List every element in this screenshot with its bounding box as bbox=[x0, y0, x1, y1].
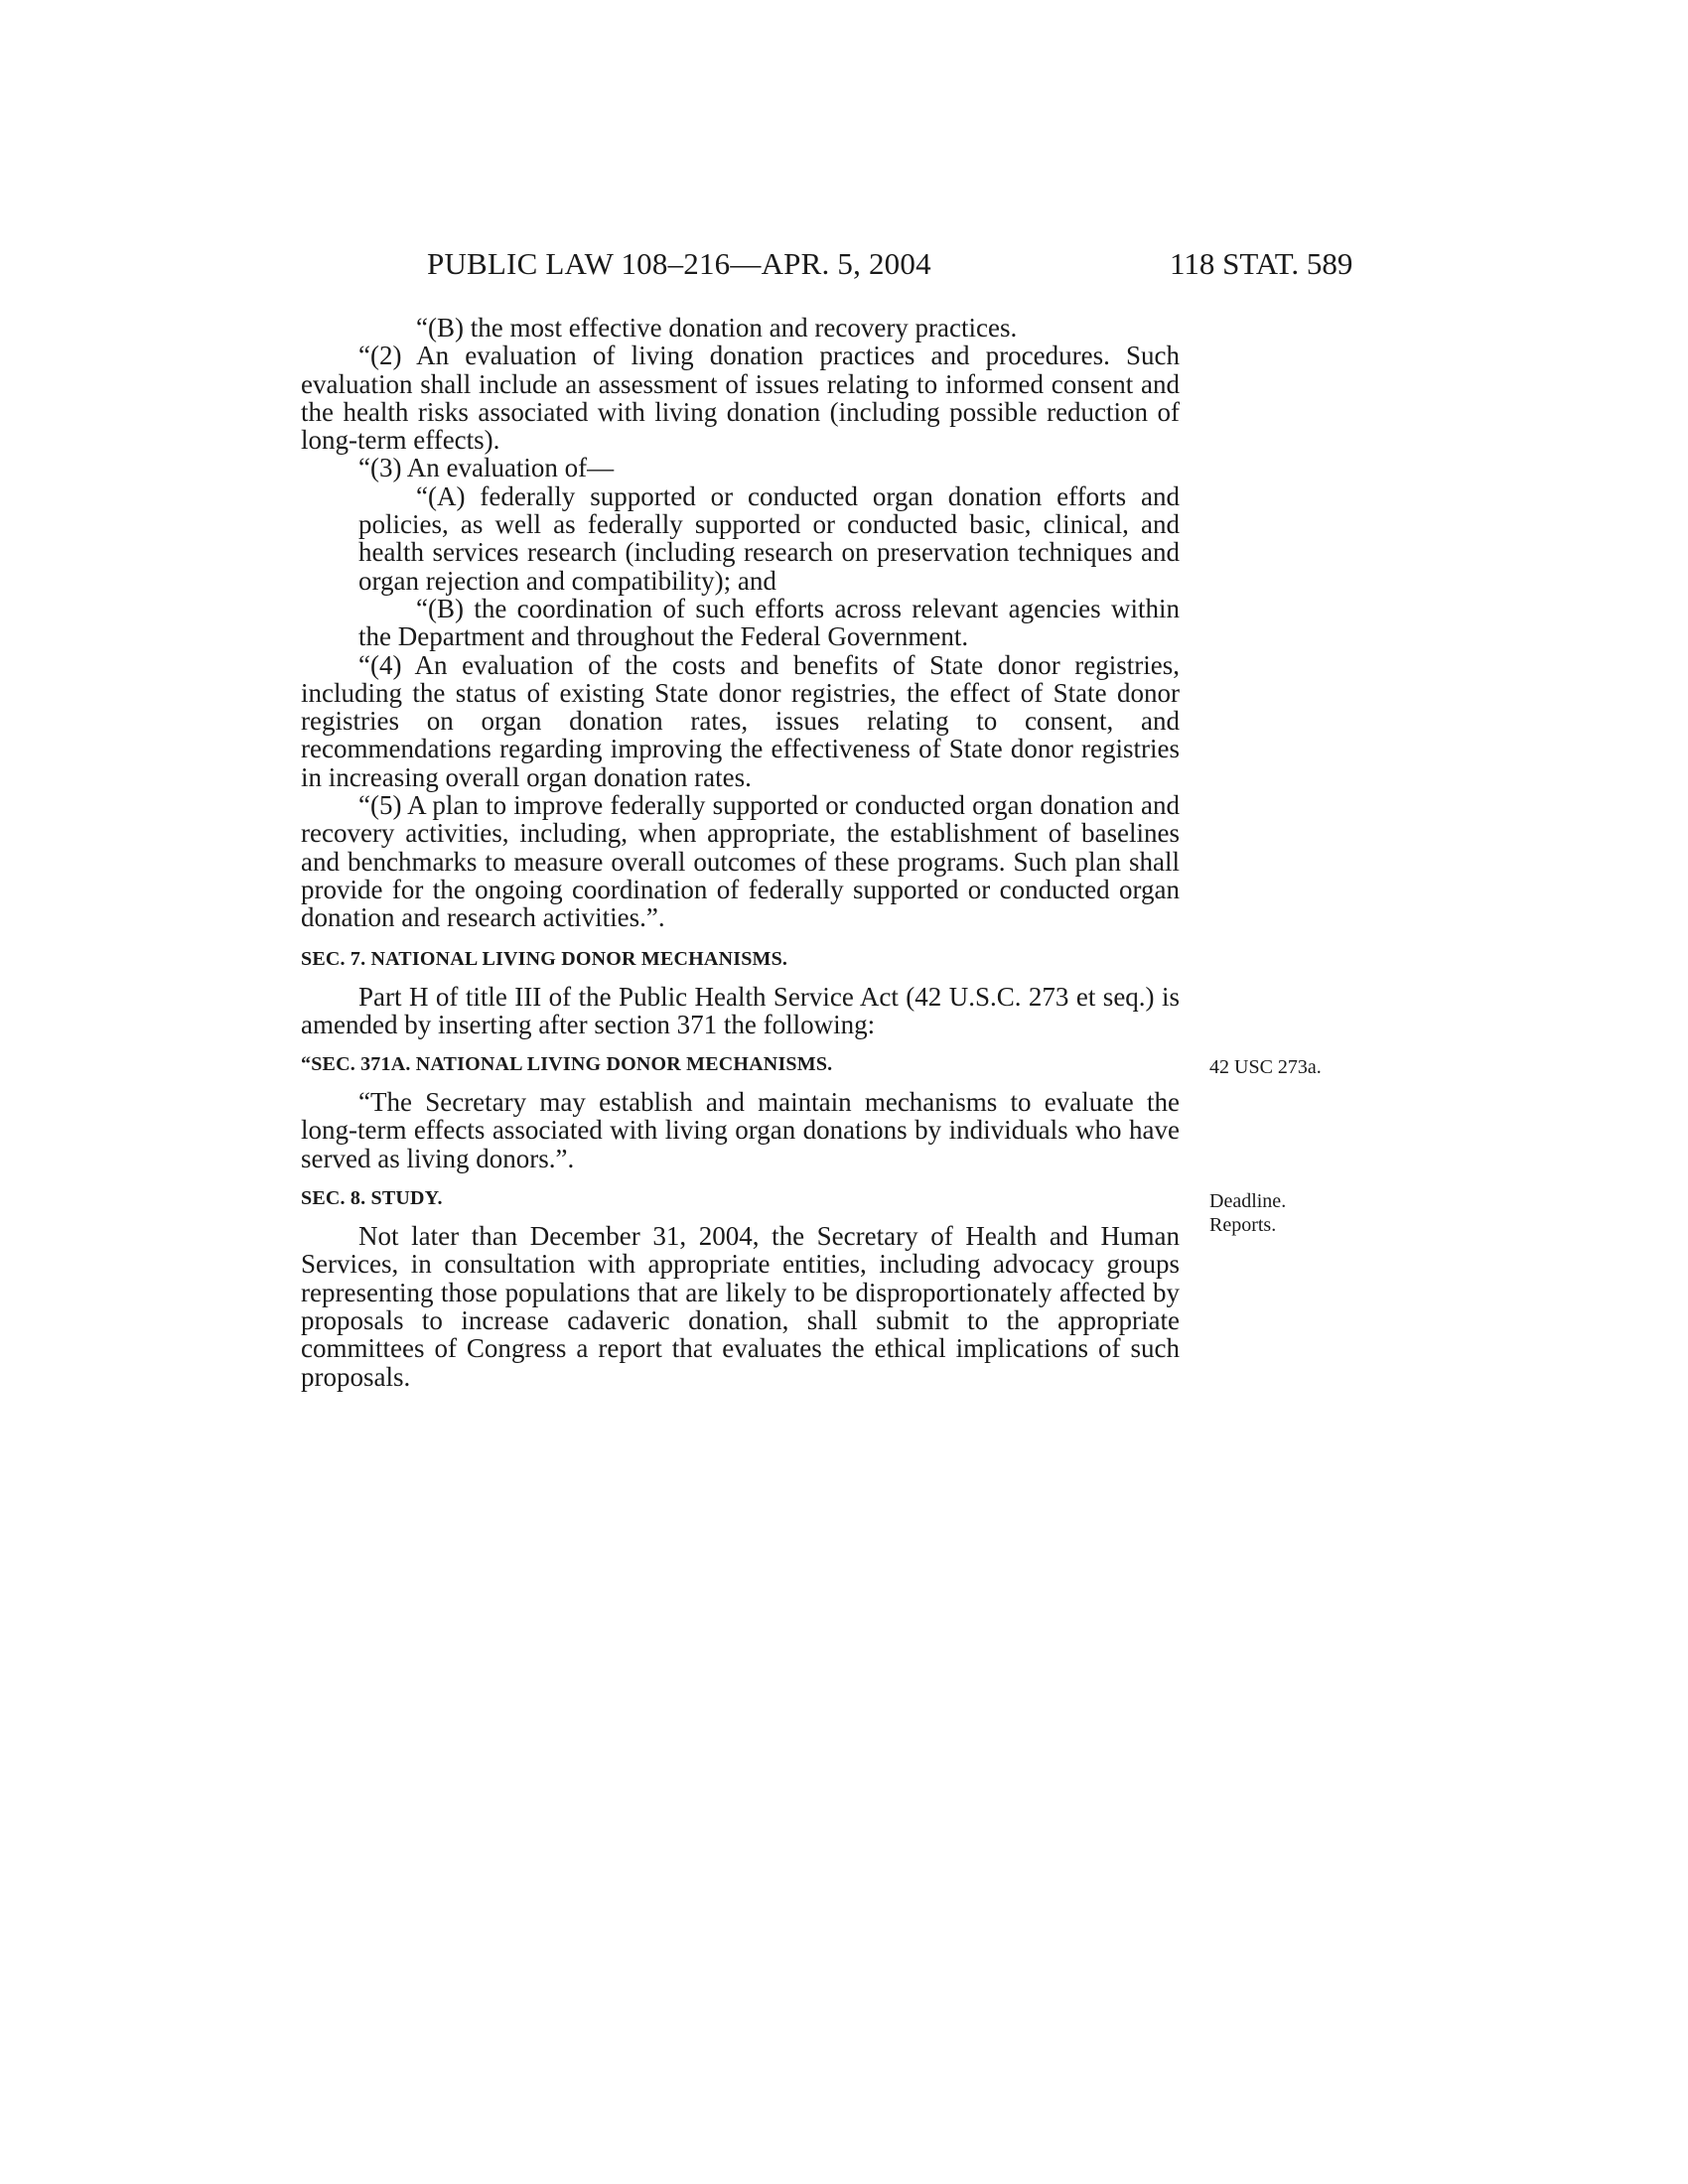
subparagraph-3b: “(B) the coordination of such efforts across relevant agencies within the Department and throughout the Federal Government. bbox=[358, 593, 1180, 652]
sec7-heading: SEC. 7. NATIONAL LIVING DONOR MECHANISMS. bbox=[301, 947, 788, 970]
paragraph-3: “(3) An evaluation of— bbox=[358, 453, 615, 483]
sec8-heading-row bbox=[301, 1187, 1287, 1237]
sec371a-text: “The Secretary may establish and maintain mechanisms to evaluate the long-term effects associated with living organ donations by individuals who have served as living donors.”. bbox=[301, 1087, 1180, 1173]
page-number: 118 STAT. 589 bbox=[1170, 246, 1353, 281]
sec7-text: Part H of title III of the Public Health Service Act (42 U.S.C. 273 et seq.) is amended by inserting after section 371 the following: bbox=[301, 981, 1180, 1039]
subparagraph-3a: “(A) federally supported or conducted organ donation efforts and policies, as well as federally supported or conducted basic, clinical, and health services research (including research on preservation techniques and organ rejection and compatibility); and bbox=[358, 480, 1180, 596]
subparagraph-block-1 bbox=[301, 314, 1180, 341]
deadline-note: Deadline. bbox=[1209, 1190, 1287, 1213]
running-header bbox=[0, 246, 1688, 286]
sec8-heading: SEC. 8. STUDY. bbox=[301, 1187, 443, 1210]
paragraph-2: “(2) An evaluation of living donation practices and procedures. Such evaluation shall include an assessment of issues relating to informed consent and the health risks associated with living donation (including possible reduction of long-term effects). bbox=[301, 341, 1180, 456]
page-body bbox=[301, 313, 1322, 1392]
running-title: PUBLIC LAW 108–216—APR. 5, 2004 bbox=[427, 246, 931, 281]
usc-margin-note: 42 USC 273a. bbox=[1209, 1056, 1322, 1079]
sec8-text: Not later than December 31, 2004, the Secretary of Health and Human Services, in consultation with appropriate entities, including advocacy groups representing those populations that are likely to be disproportionately affected by proposals to increase cadaveric donation, shall submit to the appropriate committees of Congress a report that evaluates the ethical implications of such proposals. bbox=[301, 1221, 1180, 1392]
subparagraph-b-practices: “(B) the most effective donation and recovery practices. bbox=[416, 313, 1018, 342]
paragraph-5: “(5) A plan to improve federally supported or conducted organ donation and recovery activities, including, when appropriate, the establishment of baselines and benchmarks to measure overall outcomes of these programs. Such plan shall provide for the ongoing coordination of federally supported or conducted organ donation and research activities.”. bbox=[301, 790, 1180, 933]
sec371a-heading-row bbox=[301, 1053, 1322, 1079]
paragraph-4: “(4) An evaluation of the costs and benefits of State donor registries, including the status of existing State donor registries, the effect of State donor registries on organ donation rates, issues relating to consent, and recommendations regarding improving the effectiveness of State donor registries in increasing overall organ donation rates. bbox=[301, 649, 1180, 792]
subparagraph-block-3 bbox=[301, 482, 1180, 651]
reports-note: Reports. bbox=[1209, 1214, 1277, 1237]
sec8-margin-notes bbox=[1209, 1189, 1286, 1237]
sec371a-heading: “SEC. 371A. NATIONAL LIVING DONOR MECHANISMS. bbox=[301, 1053, 833, 1076]
